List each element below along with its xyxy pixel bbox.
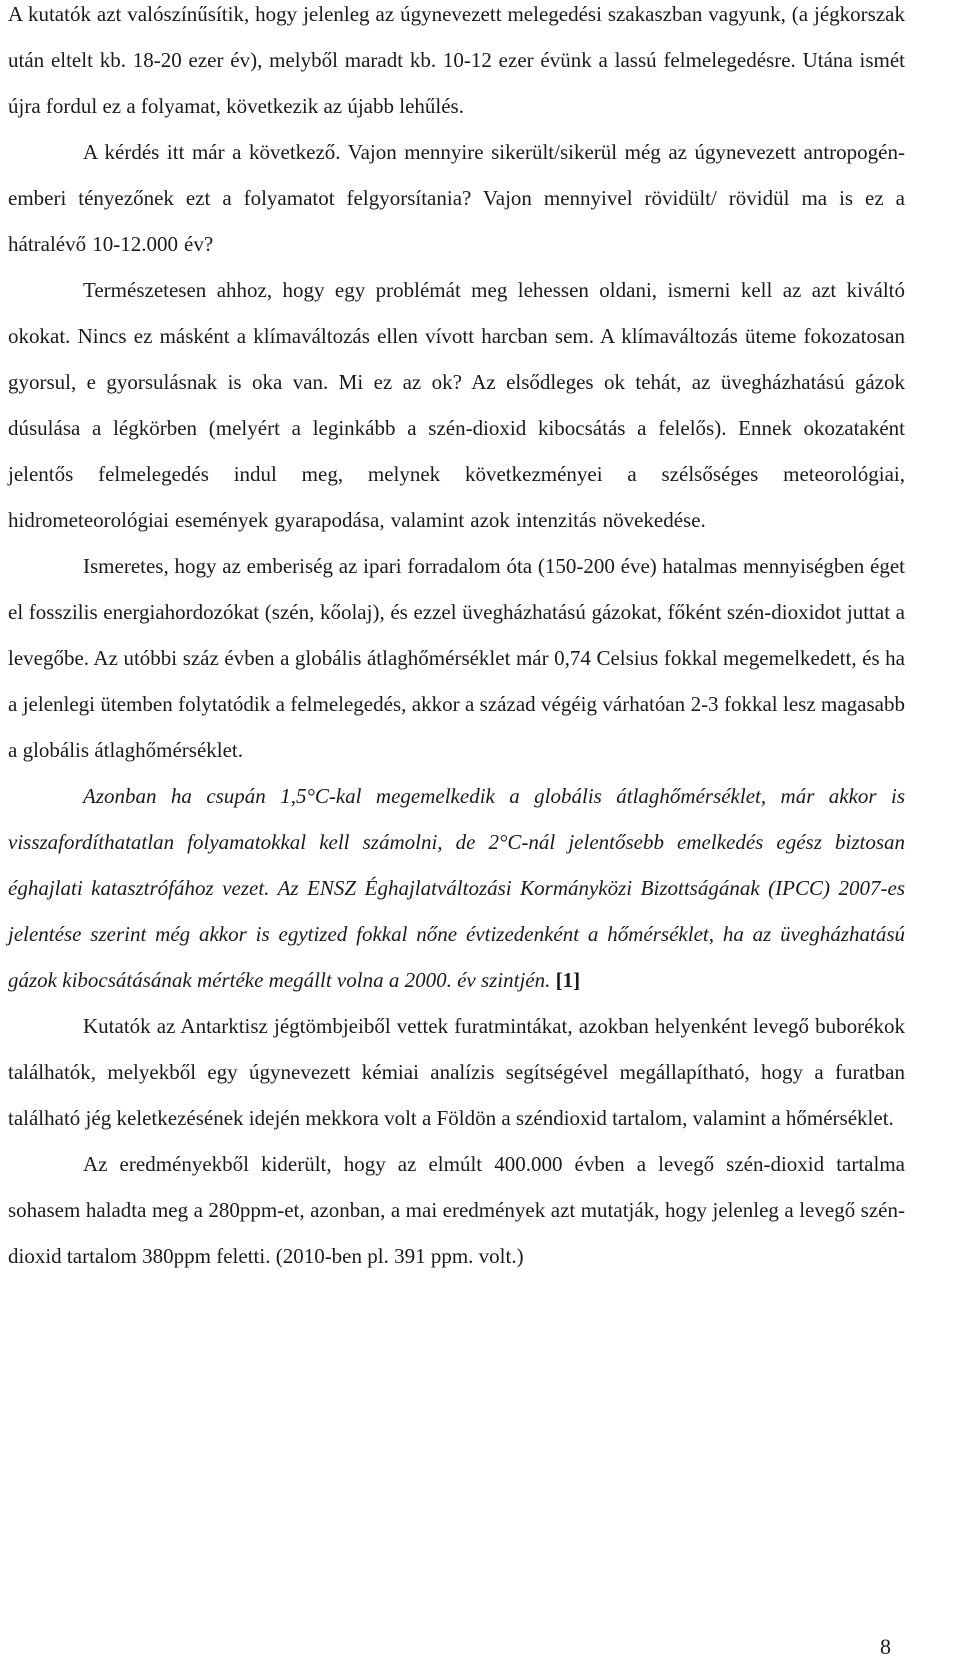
paragraph-melegedesi-szakasz: A kutatók azt valószínűsítik, hogy jelenleg az úgynevezett melegedési szakaszban vagyunk, (a jégkorszak után eltelt kb. 18-20 ezer év), melyből maradt kb. 10-12 ezer évünk a lassú felmelegedésre. Utána ismét újra fordul ez a folyamat, következik az újabb lehűlés. — [8, 2, 905, 118]
body-text — [8, 0, 905, 1279]
paragraph-ipari-forradalom: Ismeretes, hogy az emberiség az ipari forradalom óta (150-200 éve) hatalmas mennyiségben éget el fosszilis energiahordozókat (szén, kőolaj), és ezzel üvegházhatású gázokat, főként szén-dioxidot juttat a levegőbe. Az utóbbi száz évben a globális átlaghőmérséklet már 0,74 Celsius fokkal megemelkedett, és ha a jelenlegi ütemben folytatódik a felmelegedés, akkor a század végéig várhatóan 2-3 fokkal lesz magasabb a globális átlaghőmérséklet. — [8, 554, 905, 762]
paragraph-antarktisz: Kutatók az Antarktisz jégtömbjeiből vettek furatmintákat, azokban helyenként levegő buborékok találhatók, melyekből egy úgynevezett kémiai analízis segítségével megállapítható, hogy a furatban található jég keletkezésének idején mekkora volt a Földön a széndioxid tartalom, valamint a hőmérséklet. — [8, 1014, 905, 1130]
reference-citation: [1] — [555, 968, 581, 992]
ipcc-quote-text: Azonban ha csupán 1,5°C-kal megemelkedik a globális átlaghőmérséklet, már akkor is visszafordíthatatlan folyamatokkal kell számolni, de 2°C-nál jelentősebb emelkedés egész biztosan éghajlati katasztrófához vezet. Az ENSZ Éghajlatváltozási Kormányközi Bizottságának (IPCC) 2007-es jelentése szerint még akkor is egytized fokkal nőne évtizedenként a hőmérséklet, ha az üvegházhatású gázok kibocsátásának mértéke megállt volna a 2000. év szintjén. — [8, 784, 905, 992]
page-number: 8 — [880, 1634, 891, 1659]
paragraph-eredmenyek: Az eredményekből kiderült, hogy az elmúlt 400.000 évben a levegő szén-dioxid tartalma sohasem haladta meg a 280ppm-et, azonban, a mai eredmények azt mutatják, hogy jelenleg a levegő szén-dioxid tartalom 380ppm feletti. (2010-ben pl. 391 ppm. volt.) — [8, 1152, 905, 1268]
paragraph-ipcc-quote — [8, 773, 905, 1003]
paragraph-kerdes: A kérdés itt már a következő. Vajon mennyire sikerült/sikerül még az úgynevezett antropogén-emberi tényezőnek ezt a folyamatot felgyorsítania? Vajon mennyivel rövidült/ rövidül ma is ez a hátralévő 10-12.000 év? — [8, 140, 905, 256]
paragraph-okok: Természetesen ahhoz, hogy egy problémát meg lehessen oldani, ismerni kell az azt kiváltó okokat. Nincs ez másként a klímaváltozás ellen vívott harcban sem. A klímaváltozás üteme fokozatosan gyorsul, e gyorsulásnak is oka van. Mi ez az ok? Az elsődleges ok tehát, az üvegházhatású gázok dúsulása a légkörben (melyért a leginkább a szén-dioxid kibocsátás a felelős). Ennek okozataként jelentős felmelegedés indul meg, melynek következményei a szélsőséges meteorológiai, hidrometeorológiai események gyarapodása, valamint azok intenzitás növekedése. — [8, 278, 905, 532]
